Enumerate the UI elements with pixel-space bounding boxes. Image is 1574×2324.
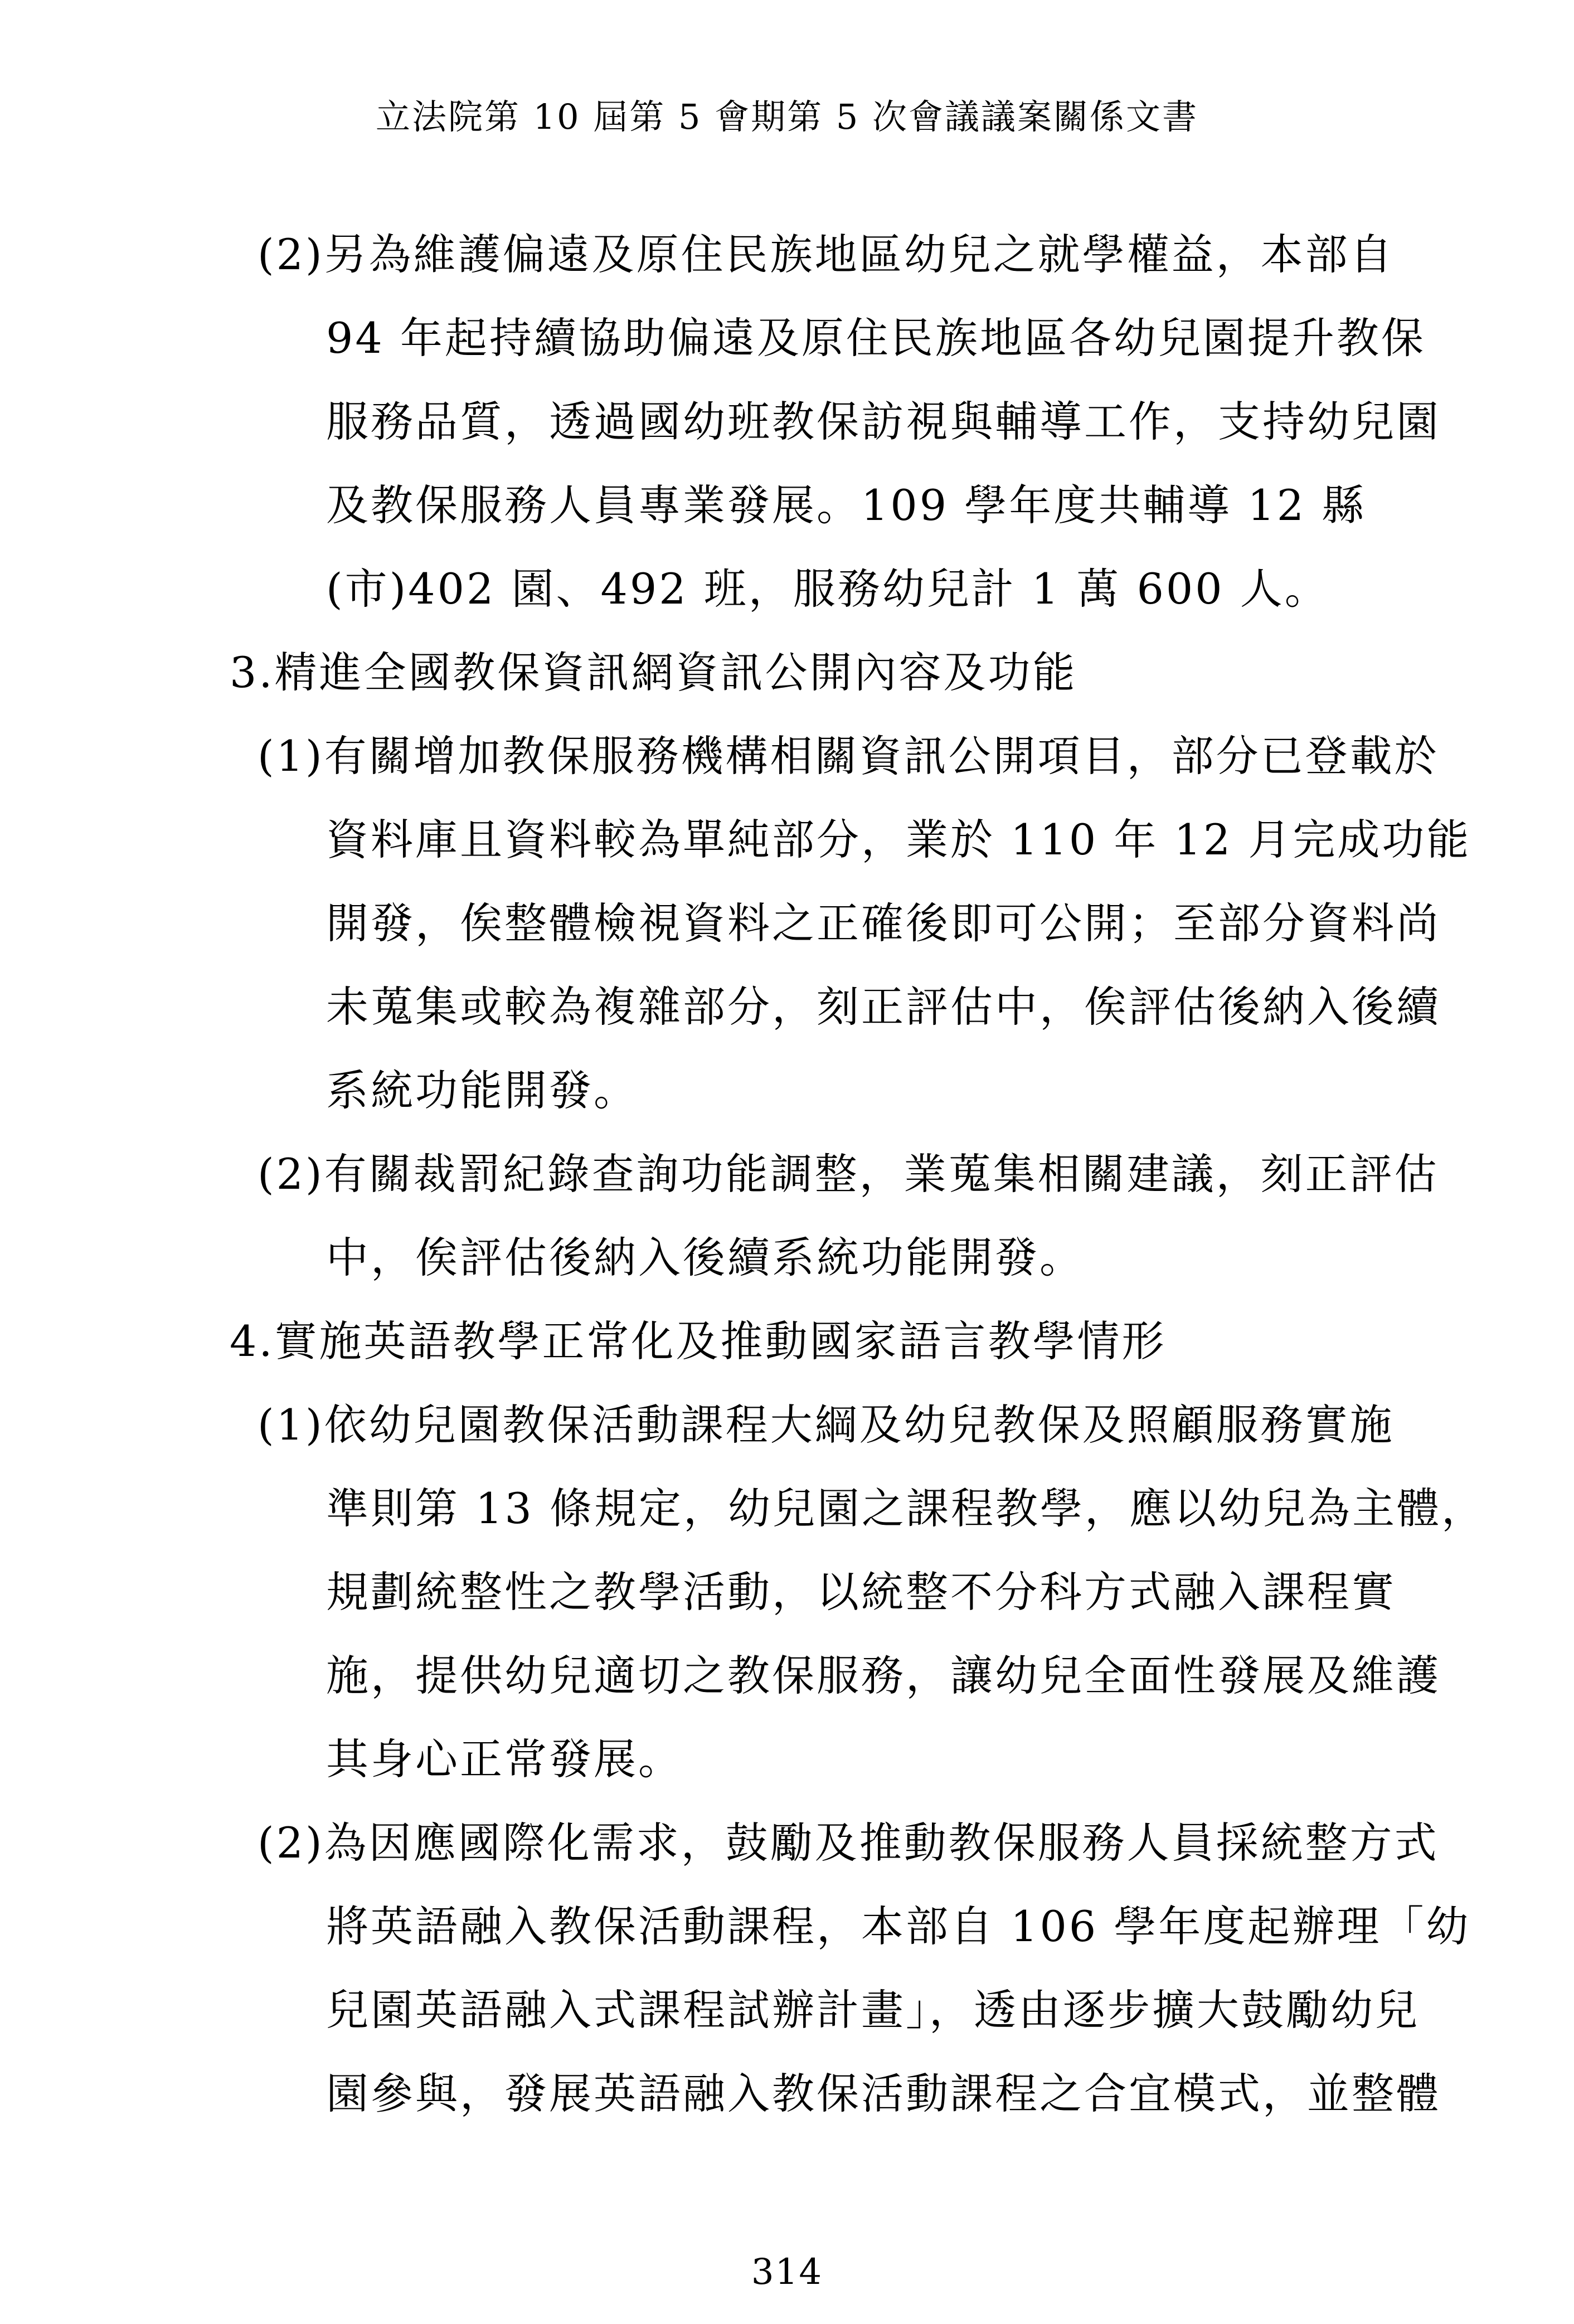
text-line: 其身心正常發展。	[326, 1734, 683, 1784]
text-line: 及教保服務人員專業發展。109 學年度共輔導 12 縣	[326, 480, 1367, 530]
text-line: 服務品質，透過國幼班教保訪視與輔導工作，支持幼兒園	[326, 397, 1441, 446]
text-line: 3.精進全國教保資訊網資訊公開內容及功能	[230, 648, 1077, 697]
text-line: (2)另為維護偏遠及原住民族地區幼兒之就學權益，本部自	[258, 230, 1395, 279]
text-line: (市)402 園、492 班，服務幼兒計 1 萬 600 人。	[326, 564, 1329, 614]
text-line: 規劃統整性之教學活動，以統整不分科方式融入課程實	[326, 1567, 1396, 1617]
document-title: 立法院第 10 屆第 5 會期第 5 次會議議案關係文書	[375, 96, 1199, 137]
text-line: 4.實施英語教學正常化及推動國家語言教學情形	[230, 1316, 1167, 1366]
text-line: (2)有關裁罰紀錄查詢功能調整，業蒐集相關建議，刻正評估	[258, 1149, 1439, 1199]
text-line: 中，俟評估後納入後續系統功能開發。	[326, 1233, 1084, 1282]
text-line: 開發，俟整體檢視資料之正確後即可公開；至部分資料尚	[326, 898, 1441, 948]
text-line: 準則第 13 條規定，幼兒園之課程教學，應以幼兒為主體，	[326, 1484, 1486, 1533]
text-line: (1)依幼兒園教保活動課程大綱及幼兒教保及照顧服務實施	[258, 1400, 1395, 1450]
page-number: 314	[751, 2252, 823, 2293]
text-line: 園參與，發展英語融入教保活動課程之合宜模式，並整體	[326, 2069, 1441, 2118]
text-line: (2)為因應國際化需求，鼓勵及推動教保服務人員採統整方式	[258, 1818, 1439, 1868]
text-line: (1)有關增加教保服務機構相關資訊公開項目，部分已登載於	[258, 731, 1439, 781]
text-line: 94 年起持續協助偏遠及原住民族地區各幼兒園提升教保	[326, 313, 1426, 363]
text-line: 資料庫且資料較為單純部分，業於 110 年 12 月完成功能	[326, 815, 1471, 864]
text-line: 未蒐集或較為複雜部分，刻正評估中，俟評估後納入後續	[326, 982, 1441, 1032]
text-line: 兒園英語融入式課程試辦計畫」，透由逐步擴大鼓勵幼兒	[326, 1985, 1420, 2035]
body-text	[0, 213, 1574, 2136]
text-line: 將英語融入教保活動課程，本部自 106 學年度起辦理「幼	[326, 1902, 1471, 1951]
text-line: 系統功能開發。	[326, 1066, 638, 1115]
text-line: 施，提供幼兒適切之教保服務，讓幼兒全面性發展及維護	[326, 1651, 1441, 1700]
